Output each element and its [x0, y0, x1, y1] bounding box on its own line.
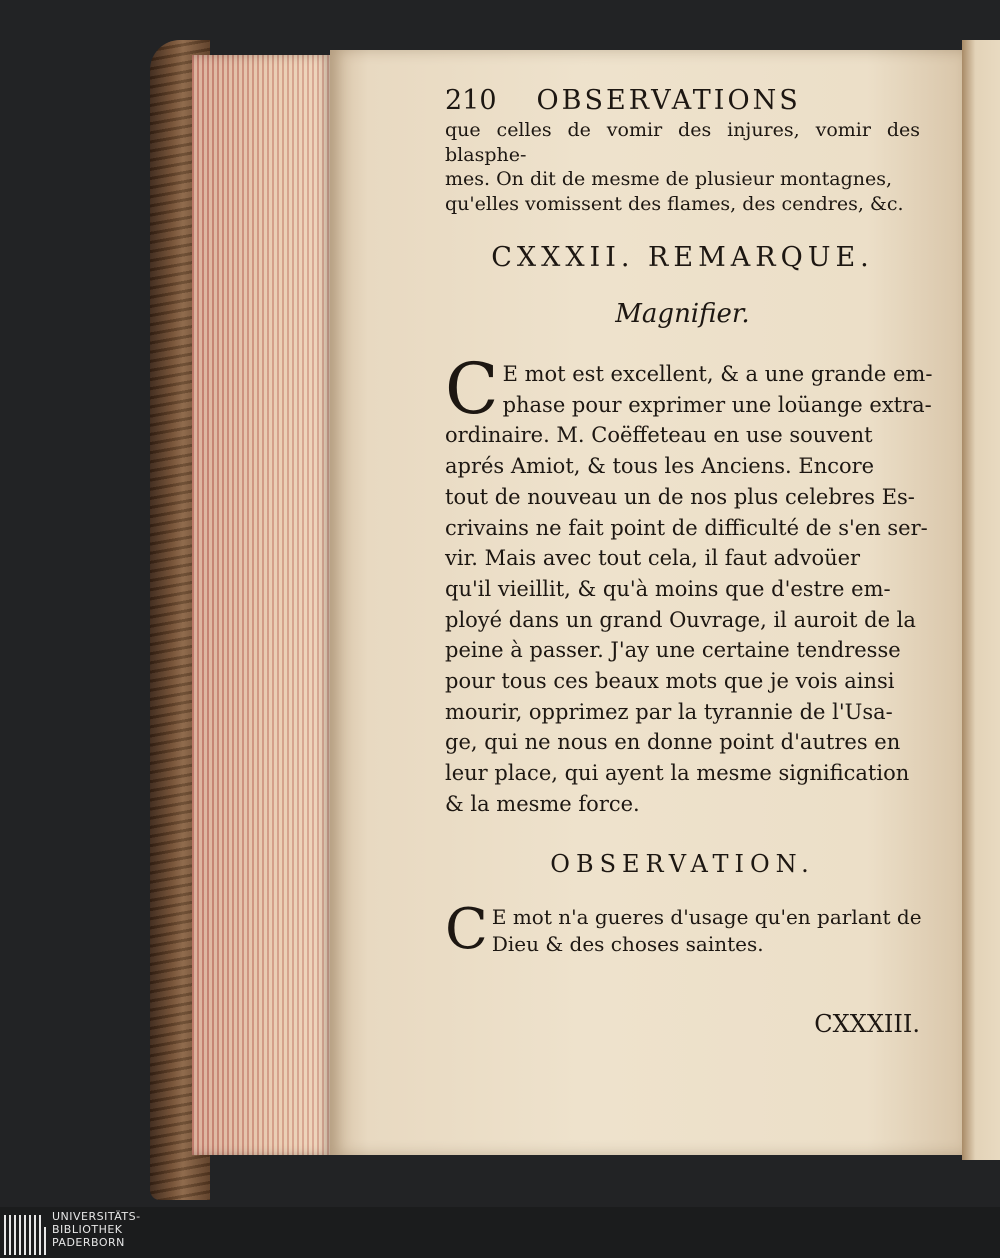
- remark-line: ge, qui ne nous en donne point d'autres en: [445, 730, 901, 755]
- remark-line: & la mesme force.: [445, 791, 640, 816]
- drop-cap: C: [445, 348, 499, 430]
- logo-line: PADERBORN: [52, 1236, 125, 1249]
- continuation-line: mes. On dit de mesme de plusieur montagnes,: [445, 168, 893, 190]
- page-header: [445, 85, 920, 116]
- remark-line: peine à passer. J'ay une certaine tendresse: [445, 638, 901, 663]
- remark-line: aprés Amiot, & tous les Anciens. Encore: [445, 454, 875, 479]
- page-number: 210: [445, 85, 497, 116]
- catchword: CXXXIII.: [814, 1009, 920, 1038]
- remark-line: ordinaire. M. Coëffeteau en use souvent: [445, 423, 873, 448]
- continuation-line: que celles de vomir des injures, vomir des blasphe-: [445, 119, 920, 166]
- remark-line: leur place, qui ayent la mesme signification: [445, 761, 910, 786]
- observation-line: Dieu & des choses saintes.: [491, 931, 764, 956]
- page-edges: [192, 55, 332, 1155]
- observation-title: OBSERVATION.: [550, 849, 815, 878]
- observation-body: [445, 896, 922, 962]
- footer-bar: [0, 1207, 1000, 1258]
- logo-line: UNIVERSITÄTS-: [52, 1210, 141, 1223]
- remark-line: qu'il vieillit, & qu'à moins que d'estre em-: [445, 576, 891, 601]
- page-text: [445, 85, 933, 1038]
- remark-body: [445, 348, 933, 820]
- logo-line: BIBLIOTHEK: [52, 1223, 123, 1236]
- remark-line: pour tous ces beaux mots que je vois ainsi: [445, 669, 895, 694]
- library-logo-icon: [4, 1211, 46, 1255]
- continuation-text: [445, 118, 920, 216]
- remark-title: CXXXII. REMARQUE.: [491, 242, 874, 273]
- drop-cap: C: [445, 896, 488, 962]
- remark-subtitle: Magnifier.: [615, 299, 750, 329]
- library-logo-text: [52, 1210, 141, 1249]
- remark-line: phase pour exprimer une loüange extra-: [502, 392, 932, 417]
- running-title: OBSERVATIONS: [536, 85, 801, 116]
- continuation-line: qu'elles vomissent des flames, des cendres, &c.: [445, 192, 904, 215]
- remark-line: vir. Mais avec tout cela, il faut advoüer: [445, 546, 861, 571]
- remark-line: crivains ne fait point de difficulté de s'en ser-: [445, 515, 928, 540]
- remark-line: ployé dans un grand Ouvrage, il auroit de la: [445, 607, 916, 632]
- remark-line: mourir, opprimez par la tyrannie de l'Usa-: [445, 699, 893, 724]
- observation-line: E mot n'a gueres d'usage qu'en parlant de: [491, 904, 922, 929]
- remark-line: tout de nouveau un de nos plus celebres Es-: [445, 484, 915, 509]
- facing-page-edge: [962, 40, 1000, 1160]
- remark-line: E mot est excellent, & a une grande em-: [502, 362, 933, 386]
